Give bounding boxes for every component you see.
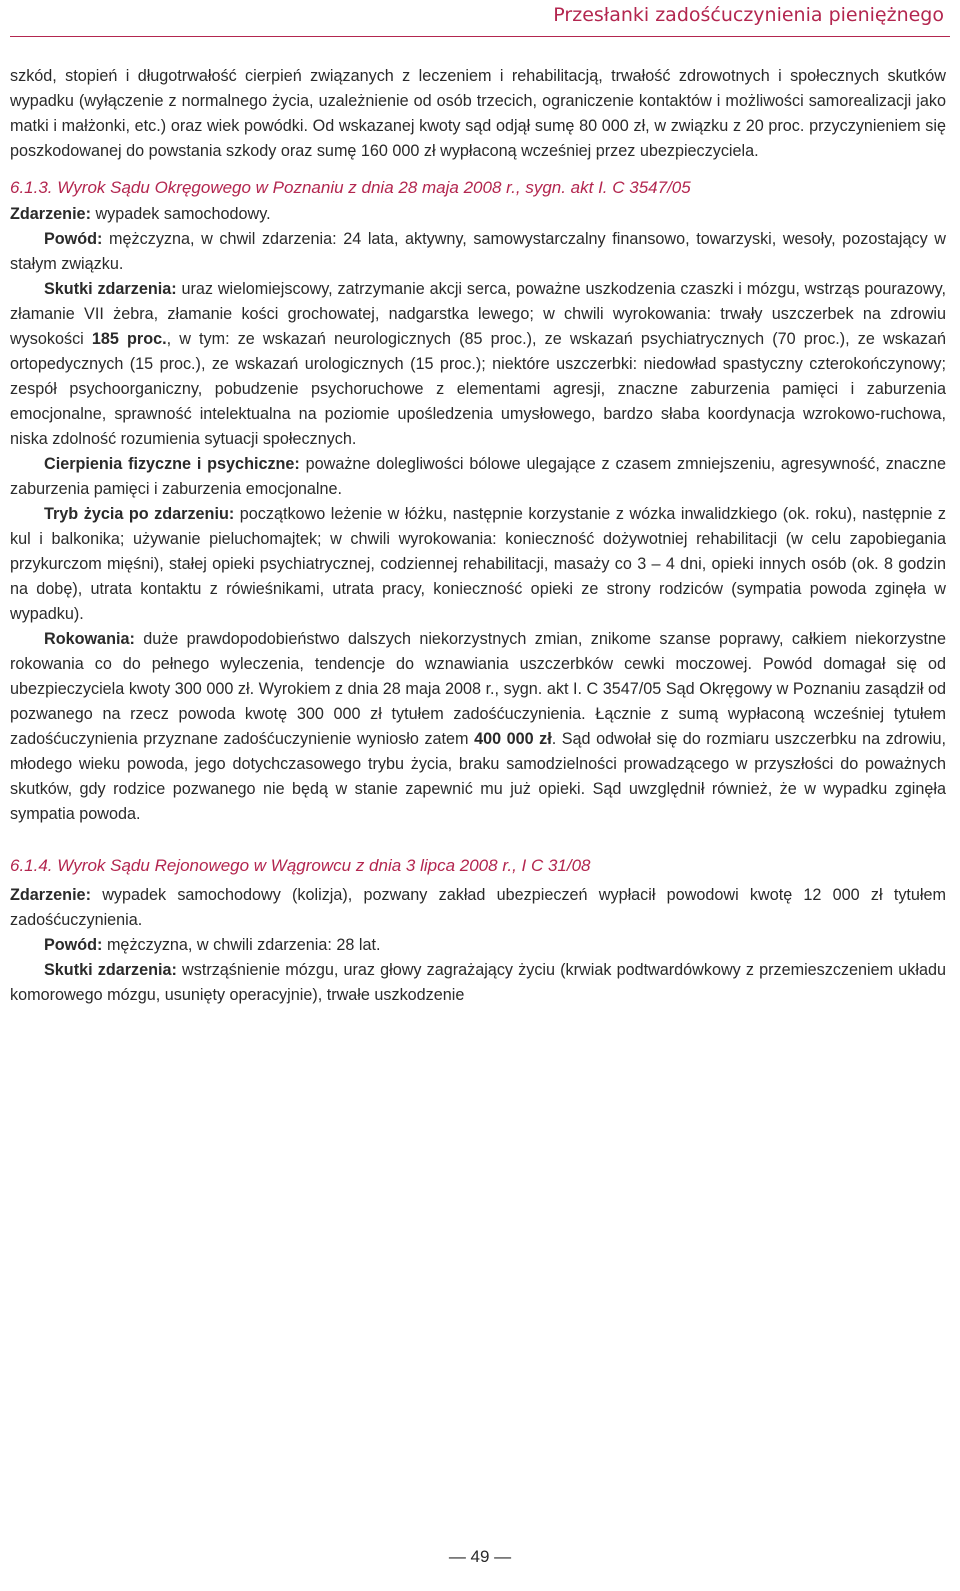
tryb-text: początkowo leżenie w łóżku, następnie korzystanie z wózka inwalidzkiego (ok. roku), następnie z kul i balkonika; używanie pieluchomajtek; w chwili wyrokowania: konieczność dożywotniej rehabilitacji (w celu zapobiegania przykurczom mięśni), stałej opieki psychiatrycznej, codziennej rehabilitacji, masaży co 3 – 4 dni, opieki innych osób (ok. 8 godzin na dobę), utrata kontaktu z rówieśnikami, utrata pracy, konieczność opieki ze strony rodziców (sympatia powoda zginęła w wypadku). xyxy=(10,505,946,623)
powod-text: mężczyzna, w chwili zdarzenia: 28 lat. xyxy=(102,936,381,954)
case1-skutki xyxy=(10,277,946,452)
case1-zdarzenie xyxy=(10,202,946,227)
rokowania-label: Rokowania: xyxy=(44,630,135,648)
skutki-percent: 185 proc. xyxy=(91,330,167,348)
zdarzenie-text: wypadek samochodowy (kolizja), pozwany zakład ubezpieczeń wypłacił powodowi kwotę 12 000 zł tytułem zadośćuczynienia. xyxy=(10,886,946,929)
header-divider xyxy=(10,36,950,37)
powod-text: mężczyzna, w chwil zdarzenia: 24 lata, aktywny, samowystarczalny finansowo, towarzyski, wesoły, pozostający w stałym związku. xyxy=(10,230,946,273)
running-title: Przesłanki zadośćuczynienia pieniężnego xyxy=(553,4,944,26)
case1-cierpienia xyxy=(10,452,946,502)
case1-powod xyxy=(10,227,946,277)
case-heading-6-1-4: 6.1.4. Wyrok Sądu Rejonowego w Wągrowcu z dnia 3 lipca 2008 r., I C 31/08 xyxy=(10,856,591,875)
case2-skutki xyxy=(10,958,946,1008)
cierpienia-text: poważne dolegliwości bólowe ulegające z czasem zmniejszeniu, agresywność, znaczne zaburzenia pamięci i zaburzenia emocjonalne. xyxy=(10,455,946,498)
skutki-text-cont: , w tym: ze wskazań neurologicznych (85 proc.), ze wskazań psychiatrycznych (70 proc.), ze wskazań ortopedycznych (15 proc.), ze wskazań urologicznych (15 proc.); niektóre uszczerbki: niedowład spastyczny czterokończynowy; zespół psychoorganiczny, pobudzenie psychoruchowe z elementami agresji, znaczne zaburzenia pamięci i zaburzenia emocjonalne, sprawność intelektualna na poziomie upośledzenia umysłowego, bardzo słaba koordynacja wzrokowo-ruchowa, niska zdolność rozumienia sytuacji społecznych. xyxy=(10,330,946,448)
powod-label: Powód: xyxy=(44,230,103,248)
skutki-label: Skutki zdarzenia: xyxy=(44,961,177,979)
intro-paragraph: szkód, stopień i długotrwałość cierpień związanych z leczeniem i rehabilitacją, trwałość zdrowotnych i społecznych skutków wypadku (wyłączenie z normalnego życia, uzależnienie od osób trzecich, ograniczenie kontaktów i możliwości samorealizacji jako matki i małżonki, etc.) oraz wiek powódki. Od wskazanej kwoty sąd odjął sumę 80 000 zł, w związku z 20 proc. przyczynieniem się poszkodowanej do powstania szkody oraz sumę 160 000 zł wypłaconą wcześniej przez ubezpieczyciela. xyxy=(10,67,946,160)
skutki-text: wstrząśnienie mózgu, uraz głowy zagrażający życiu (krwiak podtwardówkowy z przemieszczeniem układu komorowego mózgu, usunięty operacyjnie), trwałe uszkodzenie xyxy=(10,961,946,1004)
zdarzenie-label: Zdarzenie: xyxy=(10,886,91,904)
case2-zdarzenie xyxy=(10,883,946,933)
case1-rokowania xyxy=(10,627,946,827)
zdarzenie-label: Zdarzenie: xyxy=(10,205,91,223)
case2-powod xyxy=(10,933,946,958)
tryb-label: Tryb życia po zdarzeniu: xyxy=(44,505,235,523)
rokowania-text-cont: . Sąd odwołał się do rozmiaru uszczerbku na zdrowiu, młodego wieku powoda, jego dotychczasowego trybu życia, braku samodzielności prowadzącego w przyszłości do poważnych skutków, gdy rodzice pozwanego nie będą w stanie zapewnić mu już opieki. Sąd uwzględnił również, że w wypadku zginęła sympatia powoda. xyxy=(10,730,946,823)
case-heading-6-1-3: 6.1.3. Wyrok Sądu Okręgowego w Poznaniu z dnia 28 maja 2008 r., sygn. akt I. C 3547/05 xyxy=(10,178,691,197)
case1-tryb-zycia xyxy=(10,502,946,627)
powod-label: Powód: xyxy=(44,936,103,954)
page-header xyxy=(0,0,960,36)
rokowania-text: duże prawdopodobieństwo dalszych niekorzystnych zmian, znikome szanse poprawy, całkiem niekorzystne rokowania co do pełnego wyleczenia, tendencje do wznawiania uszczerbków cewki moczowej. Powód domagał się od ubezpieczyciela kwoty 300 000 zł. Wyrokiem z dnia 28 maja 2008 r., sygn. akt I. C 3547/05 Sąd Okręgowy w Poznaniu zasądził od pozwanego na rzecz powoda kwotę 300 000 zł tytułem zadośćuczynienia. Łącznie z sumą wypłaconą wcześniej tytułem zadośćuczynienia przyznane zadośćuczynienie wyniosło zatem xyxy=(10,630,946,748)
cierpienia-label: Cierpienia fizyczne i psychiczne: xyxy=(44,455,300,473)
skutki-label: Skutki zdarzenia: xyxy=(44,280,177,298)
zdarzenie-text: wypadek samochodowy. xyxy=(90,205,271,223)
page-content xyxy=(10,64,946,1008)
award-amount: 400 000 zł xyxy=(474,730,552,748)
skutki-text: uraz wielomiejscowy, zatrzymanie akcji serca, poważne uszkodzenia czaszki i mózgu, wstrząs pourazowy, złamanie VII żebra, złamanie kości grochowatej, nadgarstka lewego; w chwili wyrokowania: trwały uszczerbek na zdrowiu wysokości xyxy=(10,280,946,348)
page-number: — 49 — xyxy=(448,1547,512,1566)
